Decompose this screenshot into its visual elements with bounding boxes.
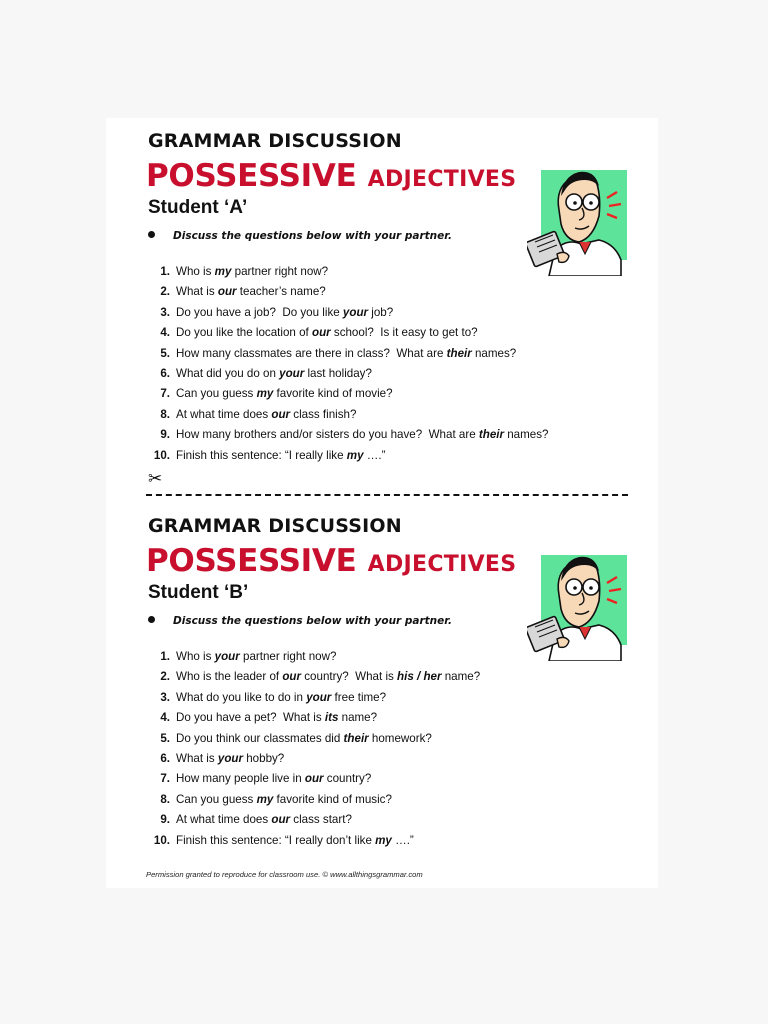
instruction <box>148 615 452 627</box>
question-segment: Who is <box>176 650 215 663</box>
question-item <box>146 708 646 728</box>
question-text <box>176 667 480 687</box>
question-text <box>176 790 392 810</box>
section-heading: GRAMMAR DISCUSSION <box>148 130 402 152</box>
question-segment: How many people live in <box>176 772 305 786</box>
possessive-keyword: our <box>282 670 302 684</box>
question-segment: names? <box>504 428 549 442</box>
question-segment: Do you like the location of <box>176 326 312 340</box>
footer-permission: Permission granted to reproduce for classroom use. © www.allthingsgrammar.com <box>146 870 423 879</box>
question-segment: Do you think our classmates did <box>176 731 344 745</box>
worksheet-page <box>106 118 658 888</box>
question-number: 8. <box>160 792 170 806</box>
possessive-keyword: our <box>271 407 291 421</box>
question-segment: What is <box>176 285 218 299</box>
possessive-keyword: my <box>256 387 274 401</box>
question-segment: How many brothers and/or sisters do you have? What are <box>176 428 479 442</box>
question-segment: country? <box>323 772 372 786</box>
question-segment: ….” <box>363 448 386 462</box>
page-title <box>146 541 516 579</box>
question-text <box>176 262 328 282</box>
question-text <box>176 708 377 728</box>
bullet-icon <box>148 616 155 623</box>
question-item <box>146 344 646 364</box>
question-number: 10. <box>153 448 170 462</box>
question-item <box>146 446 646 466</box>
question-number: 10. <box>153 833 170 847</box>
question-segment: class start? <box>290 813 352 827</box>
possessive-keyword: my <box>214 265 232 278</box>
question-segment: Finish this sentence: “I really don’t like <box>176 833 376 847</box>
possessive-keyword: their <box>446 346 472 360</box>
question-segment: homework? <box>368 731 432 745</box>
teacher-illustration <box>527 543 627 661</box>
question-number: 9. <box>160 428 170 442</box>
question-text <box>176 769 371 789</box>
question-number: 3. <box>160 305 170 319</box>
possessive-keyword: your <box>214 650 240 663</box>
question-text <box>176 323 478 343</box>
possessive-keyword: their <box>478 428 504 442</box>
question-text <box>176 344 516 364</box>
question-number: 6. <box>160 366 170 380</box>
question-segment: partner right now? <box>231 265 329 278</box>
question-segment: Do you have a job? Do you like <box>176 305 343 319</box>
title-sub: ADJECTIVES <box>367 552 517 577</box>
question-number: 4. <box>160 711 170 725</box>
title-main: POSSESSIVE <box>146 543 357 579</box>
question-text <box>176 303 393 323</box>
question-segment: ….” <box>391 833 414 847</box>
question-segment: country? What is <box>301 670 398 684</box>
bullet-icon <box>148 231 155 238</box>
possessive-keyword: your <box>306 690 332 704</box>
possessive-keyword: our <box>271 813 291 827</box>
title-main: POSSESSIVE <box>146 158 357 194</box>
question-segment: Do you have a pet? What is <box>176 711 325 725</box>
question-segment: At what time does <box>176 813 272 827</box>
question-segment: free time? <box>331 690 387 704</box>
title-sub: ADJECTIVES <box>367 167 517 192</box>
question-item <box>146 749 646 769</box>
question-text <box>176 749 284 769</box>
possessive-keyword: my <box>256 792 274 806</box>
question-item <box>146 384 646 404</box>
question-number: 2. <box>160 670 170 684</box>
instruction-text: Discuss the questions below with your partner. <box>173 230 452 242</box>
dashed-divider <box>146 494 628 496</box>
question-list <box>146 262 646 466</box>
question-text <box>176 364 372 384</box>
question-segment: How many classmates are there in class? What are <box>176 346 447 360</box>
question-segment: Can you guess <box>176 387 257 401</box>
question-item <box>146 729 646 749</box>
question-segment: name? <box>441 670 481 684</box>
student-label: Student ‘B’ <box>148 582 249 603</box>
question-item <box>146 262 646 282</box>
question-item <box>146 769 646 789</box>
question-item <box>146 831 646 851</box>
question-number: 7. <box>160 772 170 786</box>
teacher-illustration <box>527 158 627 276</box>
question-number: 8. <box>160 407 170 421</box>
question-segment: favorite kind of music? <box>273 792 392 806</box>
question-item <box>146 323 646 343</box>
question-item <box>146 282 646 302</box>
question-segment: favorite kind of movie? <box>273 387 393 401</box>
question-segment: What is <box>176 751 218 765</box>
question-number: 1. <box>160 650 170 663</box>
instruction-text: Discuss the questions below with your partner. <box>173 615 452 627</box>
question-item <box>146 810 646 830</box>
question-number: 5. <box>160 731 170 745</box>
possessive-keyword: our <box>304 772 324 786</box>
question-number: 5. <box>160 346 170 360</box>
question-segment: Finish this sentence: “I really like <box>176 448 347 462</box>
student-label: Student ‘A’ <box>148 197 248 218</box>
question-segment: hobby? <box>243 751 285 765</box>
possessive-keyword: your <box>342 305 369 319</box>
question-item <box>146 364 646 384</box>
possessive-keyword: my <box>375 833 392 847</box>
question-text <box>176 647 336 667</box>
question-number: 9. <box>160 813 170 827</box>
page-title <box>146 156 516 194</box>
question-segment: partner right now? <box>239 650 337 663</box>
cut-line <box>146 469 628 497</box>
question-item <box>146 647 646 667</box>
question-segment: teacher’s name? <box>236 285 326 299</box>
possessive-keyword: your <box>279 366 305 380</box>
question-item <box>146 667 646 687</box>
question-text <box>176 688 386 708</box>
question-number: 7. <box>160 387 170 401</box>
question-segment: At what time does <box>176 407 272 421</box>
question-text <box>176 282 326 302</box>
question-text <box>176 384 393 404</box>
question-segment: job? <box>368 305 394 319</box>
question-text <box>176 831 414 851</box>
question-item <box>146 790 646 810</box>
section-heading: GRAMMAR DISCUSSION <box>148 515 402 537</box>
question-text <box>176 810 352 830</box>
question-number: 2. <box>160 285 170 299</box>
possessive-keyword: our <box>217 285 237 299</box>
instruction <box>148 230 452 242</box>
question-list <box>146 647 646 851</box>
possessive-keyword: his / her <box>397 670 442 684</box>
possessive-keyword: your <box>217 751 243 765</box>
scissors-icon: ✂ <box>148 469 163 489</box>
possessive-keyword: their <box>343 731 369 745</box>
question-segment: class finish? <box>290 407 357 421</box>
question-segment: name? <box>338 711 378 725</box>
question-number: 4. <box>160 326 170 340</box>
question-text <box>176 425 548 445</box>
question-segment: Who is the leader of <box>176 670 283 684</box>
possessive-keyword: our <box>311 326 331 340</box>
question-item <box>146 303 646 323</box>
question-item <box>146 688 646 708</box>
question-text <box>176 729 432 749</box>
question-item <box>146 405 646 425</box>
question-segment: school? Is it easy to get to? <box>330 326 478 340</box>
question-text <box>176 446 385 466</box>
question-segment: names? <box>471 346 517 360</box>
question-segment: Who is <box>176 265 215 278</box>
question-segment: What do you like to do in <box>176 690 307 704</box>
question-segment: last holiday? <box>304 366 372 380</box>
question-segment: Can you guess <box>176 792 257 806</box>
possessive-keyword: my <box>346 448 364 462</box>
question-segment: What did you do on <box>176 366 280 380</box>
question-text <box>176 405 356 425</box>
question-number: 3. <box>160 690 170 704</box>
possessive-keyword: its <box>324 711 339 725</box>
question-item <box>146 425 646 445</box>
question-number: 1. <box>160 265 170 278</box>
question-number: 6. <box>160 751 170 765</box>
